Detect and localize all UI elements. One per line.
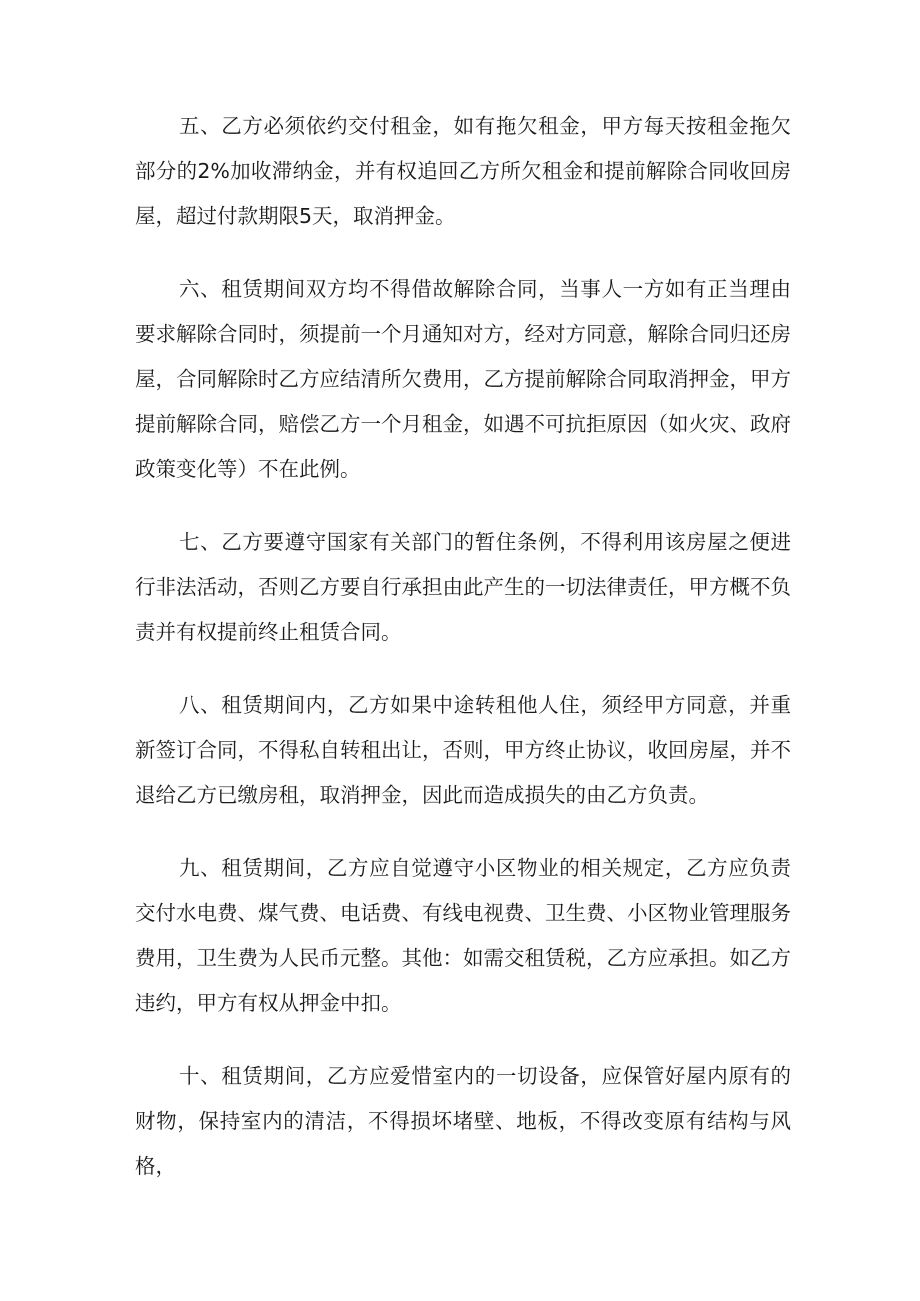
clause-8-paragraph: 八、租赁期间内，乙方如果中途转租他人住，须经甲方同意，并重新签订合同，不得私自转租出让，否则，甲方终止协议，收回房屋，并不退给乙方已缴房租，取消押金，因此而造成损失的由乙方负责。 (135, 693, 791, 807)
clause-10-paragraph: 十、租赁期间，乙方应爱惜室内的一切设备，应保管好屋内原有的财物，保持室内的清洁，不得损坏堵壁、地板，不得改变原有结构与风格， (135, 1064, 791, 1178)
clause-9-paragraph: 九、租赁期间，乙方应自觉遵守小区物业的相关规定，乙方应负责交付水电费、煤气费、电话费、有线电视费、卫生费、小区物业管理服务费用，卫生费为人民币元整。其他：如需交租赁税，乙方应承担。如乙方违约，甲方有权从押金中扣。 (135, 856, 791, 1015)
clause-5-paragraph: 五、乙方必须依约交付租金，如有拖欠租金，甲方每天按租金拖欠部分的2%加收滞纳金，并有权追回乙方所欠租金和提前解除合同收回房屋，超过付款期限5天，取消押金。 (135, 114, 791, 228)
clause-6-paragraph: 六、租赁期间双方均不得借故解除合同，当事人一方如有正当理由要求解除合同时，须提前一个月通知对方，经对方同意，解除合同归还房屋，合同解除时乙方应结清所欠费用，乙方提前解除合同取消押金，甲方提前解除合同，赔偿乙方一个月租金，如遇不可抗拒原因（如火灾、政府政策变化等）不在此例。 (135, 277, 791, 481)
document-body (135, 104, 791, 1189)
clause-7-paragraph: 七、乙方要遵守国家有关部门的暂住条例，不得利用该房屋之便进行非法活动，否则乙方要自行承担由此产生的一切法律责任，甲方概不负责并有权提前终止租赁合同。 (135, 530, 791, 644)
